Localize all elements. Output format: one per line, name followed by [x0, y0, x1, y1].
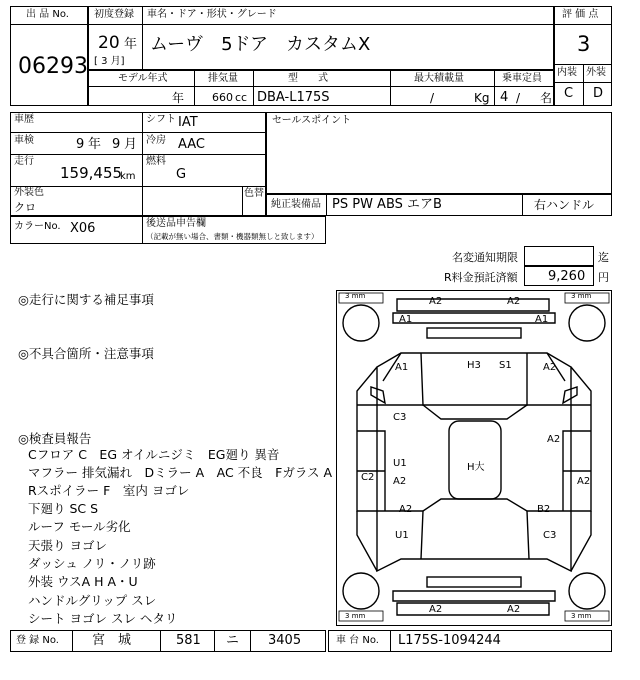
- car-diagram: [336, 290, 612, 626]
- mileage-value: 159,455: [60, 164, 123, 182]
- max-load-label: 最大積載量: [414, 73, 464, 84]
- inspection-year-unit: 年: [88, 137, 102, 152]
- displacement-label: 排気量: [208, 73, 238, 84]
- left-rear-fender: [357, 511, 377, 571]
- car-name: ムーヴ 5ドア カスタムX: [150, 34, 371, 55]
- score-value: 3: [577, 32, 591, 56]
- first-reg-year: 20: [98, 33, 120, 53]
- right-front-fender: [547, 353, 591, 405]
- tire-tread-fl: 3 mm: [345, 292, 366, 300]
- ext-color-label: 外装色: [14, 187, 44, 198]
- registration-number: 3405: [268, 633, 302, 648]
- windshield: [423, 405, 527, 419]
- inspection-month-unit: 月: [124, 137, 138, 152]
- damage-mark: C2: [361, 472, 375, 483]
- rear-lip: [393, 591, 555, 601]
- mileage-label: 走行: [14, 156, 34, 167]
- wheel-fr: [569, 305, 605, 341]
- tire-tread-rl: 3 mm: [345, 612, 366, 620]
- report-line: シート ヨゴレ スレ ヘタリ: [28, 611, 178, 626]
- capacity-label: 乗車定員: [502, 73, 542, 84]
- damage-mark: B2: [537, 504, 551, 515]
- left-front-fender: [357, 353, 401, 405]
- right-side: [527, 405, 591, 511]
- interior-score: C: [564, 86, 574, 101]
- name-change-box: [524, 246, 594, 266]
- front-bumper: [397, 296, 549, 311]
- inspection-month: 9: [112, 137, 121, 152]
- chassis-number: L175S-1094244: [398, 633, 501, 648]
- damage-mark: A2: [577, 476, 591, 487]
- damage-mark: C3: [543, 530, 557, 541]
- model-label: 型 式: [288, 73, 328, 84]
- history-label: 車歴: [14, 114, 34, 125]
- aftermarket-note: （記載が無い場合、書類・機器類無しと致します）: [146, 232, 319, 241]
- wheel-rr: [569, 573, 605, 609]
- registration-kana: ニ: [226, 633, 240, 648]
- model-value: DBA-L175S: [257, 90, 330, 105]
- damage-mark: A1: [399, 314, 413, 325]
- first-reg-year-unit: 年: [124, 37, 138, 52]
- damage-mark: U1: [395, 530, 409, 541]
- wheel-fl: [343, 305, 379, 341]
- damage-mark: A1: [535, 314, 549, 325]
- fuel-label: 燃料: [146, 156, 166, 167]
- first-reg-label: 初度登録: [94, 9, 134, 20]
- left-mirror: [371, 387, 385, 403]
- ext-color-value: クロ: [14, 201, 36, 214]
- color-change-label: 色替: [244, 188, 264, 199]
- displacement-unit: cc: [235, 91, 248, 104]
- rear-bumper: [397, 603, 549, 615]
- registration-class: 581: [176, 633, 201, 648]
- recycle-value: 9,260: [548, 269, 586, 284]
- inspection-year: 9: [76, 137, 85, 152]
- rear-window: [423, 499, 527, 511]
- model-year-unit: 年: [172, 91, 185, 105]
- lot-label: 出 品 No.: [26, 9, 69, 20]
- color-no-label: カラーNo.: [14, 221, 61, 232]
- damage-mark: A2: [393, 476, 407, 487]
- max-load-value: /: [430, 91, 435, 105]
- damage-mark: A2: [399, 504, 413, 515]
- model-year-label: モデル年式: [118, 73, 168, 84]
- registration-region: 宮 城: [92, 633, 132, 648]
- report-line: Rスポイラー F 室内 ヨゴレ: [28, 483, 190, 498]
- damage-mark: A2: [507, 296, 521, 307]
- damage-mark: H3: [467, 360, 481, 371]
- left-side: [357, 405, 423, 511]
- first-reg-month: [ 3 月]: [94, 56, 125, 67]
- damage-mark: A2: [507, 604, 521, 615]
- damage-mark: C3: [393, 412, 407, 423]
- capacity-unit: 名: [540, 91, 553, 105]
- capacity-slash: /: [516, 91, 521, 105]
- interior-label: 内装: [557, 67, 577, 78]
- roof: [449, 421, 501, 499]
- report-line: ハンドルグリップ スレ: [28, 593, 157, 608]
- damage-mark: A2: [429, 604, 443, 615]
- ac-label: 冷房: [146, 135, 166, 146]
- chassis-label: 車 台 No.: [336, 635, 379, 646]
- capacity-value: 4: [500, 90, 509, 105]
- driving-notes-title: ◎走行に関する補足事項: [18, 292, 154, 307]
- details-box: [10, 112, 266, 216]
- max-load-unit: Kg: [474, 91, 490, 105]
- name-change-label: 名変通知期限: [452, 251, 518, 264]
- color-no-value: X06: [70, 221, 96, 236]
- right-mirror: [563, 387, 577, 403]
- fuel-value: G: [176, 167, 187, 182]
- report-line: ダッシュ ノリ・ノリ跡: [28, 556, 156, 571]
- defect-notes-title: ◎不具合箇所・注意事項: [18, 346, 154, 361]
- exterior-label: 外装: [586, 67, 606, 78]
- report-line: 外装 ウスA H A・U: [28, 574, 138, 589]
- displacement-value: 660: [212, 91, 233, 104]
- inspector-report-title: ◎検査員報告: [18, 431, 92, 446]
- handle-value: 右ハンドル: [534, 198, 595, 212]
- score-label: 評 価 点: [562, 9, 599, 20]
- report-line: マフラー 排気漏れ Dミラー A AC 不良 Fガラス A: [28, 465, 332, 480]
- report-line: 下廻り SC S: [28, 501, 99, 516]
- mileage-unit: km: [120, 171, 136, 182]
- damage-mark: S1: [499, 360, 512, 371]
- recycle-unit: 円: [598, 271, 609, 284]
- report-line: 天張り ヨゴレ: [28, 538, 107, 553]
- report-line: Cフロア C EG オイルニジミ EG廻り 異音: [28, 447, 280, 462]
- front-lip: [393, 313, 555, 323]
- car-name-label: 車名・ドア・形状・グレード: [147, 9, 277, 20]
- damage-mark: U1: [393, 458, 407, 469]
- rear-hatch: [421, 511, 529, 559]
- genuine-label: 純正装備品: [271, 199, 321, 210]
- damage-mark: A2: [547, 434, 561, 445]
- name-change-unit: 迄: [598, 251, 609, 264]
- right-rear-fender: [571, 511, 591, 571]
- sales-point-label: セールスポイント: [272, 115, 352, 126]
- equipment-value: PS PW ABS エアB: [332, 197, 442, 212]
- report-line: ルーフ モール劣化: [28, 519, 131, 534]
- registration-label: 登 録 No.: [16, 635, 59, 646]
- tire-tread-fr: 3 mm: [571, 292, 592, 300]
- damage-mark: A2: [543, 362, 557, 373]
- tire-tread-rr: 3 mm: [571, 612, 592, 620]
- lot-number: 06293: [18, 54, 88, 79]
- inspection-label: 車検: [14, 135, 34, 146]
- front-grille: [427, 328, 521, 338]
- aftermarket-label: 後送品申告欄: [146, 218, 206, 229]
- damage-mark: A2: [429, 296, 443, 307]
- shift-label: シフト: [146, 114, 176, 125]
- wheel-rl: [343, 573, 379, 609]
- rear-plate: [427, 577, 521, 587]
- shift-value: IAT: [178, 115, 198, 130]
- exterior-score: D: [593, 86, 604, 101]
- ac-value: AAC: [178, 137, 205, 152]
- damage-mark: A1: [395, 362, 409, 373]
- recycle-label: R料金預託済額: [444, 271, 518, 284]
- damage-mark: H大: [467, 462, 485, 473]
